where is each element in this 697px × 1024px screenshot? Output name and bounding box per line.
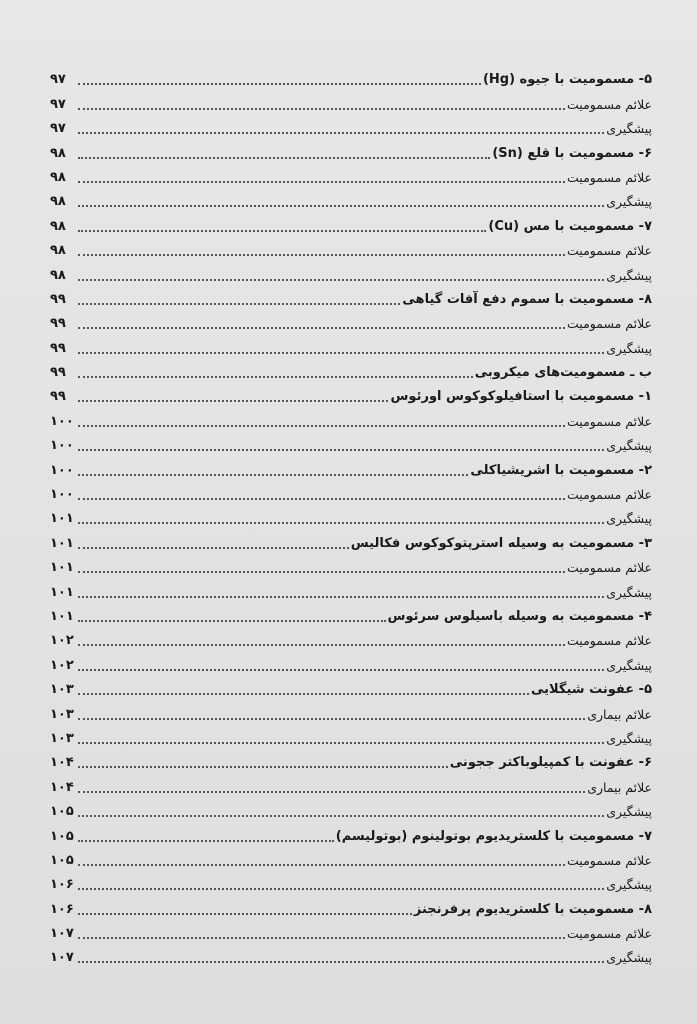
dot-leader	[78, 644, 565, 646]
toc-entry-page-number: ۹۸	[50, 169, 66, 185]
toc-entry-page-number: ۱۰۴	[50, 755, 74, 771]
toc-entry-page-number: ۹۷	[50, 72, 66, 88]
toc-entry	[50, 579, 652, 603]
toc-entry	[50, 945, 652, 969]
toc-entry-page-number: ۱۰۳	[50, 706, 74, 722]
dot-leader	[78, 840, 334, 842]
toc-entry-title: علائم مسمومیت	[567, 96, 652, 112]
dot-leader	[78, 693, 529, 695]
toc-entry-title: پیشگیری	[606, 804, 652, 820]
toc-entry	[50, 482, 652, 506]
toc-entry-title: ۸- مسمومیت با کلستریدیوم پرفرنجنز	[413, 901, 652, 917]
toc-entry-title: ۳- مسمومیت به وسیله استرپتوکوکوس فکالیس	[350, 535, 652, 551]
toc-entry-page-number: ۱۰۵	[50, 852, 74, 868]
toc-entry-title: علائم بیماری	[587, 706, 652, 722]
toc-entry-page-number: ۱۰۵	[50, 828, 74, 844]
toc-entry-page-number: ۹۷	[50, 121, 66, 137]
toc-entry	[50, 433, 652, 457]
toc-entry	[50, 408, 652, 432]
toc-entry	[50, 677, 652, 701]
toc-entry	[50, 287, 652, 311]
toc-entry-title: پیشگیری	[606, 267, 652, 283]
toc-entry-title: علائم مسمومیت	[567, 926, 652, 942]
toc-entry	[50, 91, 652, 115]
toc-entry-page-number: ۱۰۰	[50, 462, 74, 478]
dot-leader	[78, 230, 486, 232]
toc-entry-page-number: ۱۰۶	[50, 877, 74, 893]
toc-entry-title: ۲- مسمومیت با اشریشیاکلی	[470, 462, 652, 478]
toc-entry-title: علائم بیماری	[587, 779, 652, 795]
toc-entry	[50, 335, 652, 359]
dot-leader	[78, 157, 490, 159]
toc-entry-page-number: ۱۰۳	[50, 682, 74, 698]
dot-leader	[78, 474, 468, 476]
toc-entry	[50, 238, 652, 262]
toc-entry	[50, 384, 652, 408]
dot-leader	[78, 718, 585, 720]
toc-entry-title: علائم مسمومیت	[567, 316, 652, 332]
toc-entry	[50, 506, 652, 530]
dot-leader	[78, 303, 400, 305]
toc-entry	[50, 140, 652, 164]
toc-entry-title: ۴- مسمومیت به وسیله باسیلوس سرئوس	[387, 608, 652, 624]
toc-entry-title: پیشگیری	[606, 584, 652, 600]
dot-leader	[78, 547, 349, 549]
toc-entry-title: ب ـ مسمومیت‌های میکروبی	[474, 365, 652, 381]
toc-entry-title: علائم مسمومیت	[567, 413, 652, 429]
toc-entry-title: ۸- مسمومیت با سموم دفع آفات گیاهی	[402, 291, 652, 307]
toc-entry-title: علائم مسمومیت	[567, 852, 652, 868]
toc-entry-page-number: ۱۰۲	[50, 633, 74, 649]
toc-entry	[50, 530, 652, 554]
dot-leader	[78, 913, 412, 915]
dot-leader	[78, 620, 386, 622]
toc-entry-title: پیشگیری	[606, 340, 652, 356]
toc-entry	[50, 262, 652, 286]
dot-leader	[78, 766, 448, 768]
toc-entry-page-number: ۱۰۷	[50, 926, 74, 942]
dot-leader	[78, 205, 604, 207]
toc-entry	[50, 311, 652, 335]
toc-entry	[50, 360, 652, 384]
toc-entry-title: ۶- مسمومیت با قلع (Sn)	[492, 145, 652, 161]
toc-entry	[50, 628, 652, 652]
toc-entry-page-number: ۹۷	[50, 96, 66, 112]
dot-leader	[78, 864, 565, 866]
toc-entry	[50, 750, 652, 774]
toc-entry	[50, 823, 652, 847]
toc-entry-title: پیشگیری	[606, 438, 652, 454]
dot-leader	[78, 327, 565, 329]
toc-entry-page-number: ۱۰۷	[50, 950, 74, 966]
toc-entry-page-number: ۱۰۱	[50, 584, 74, 600]
dot-leader	[78, 279, 604, 281]
table-of-contents	[50, 67, 652, 969]
toc-entry-page-number: ۹۹	[50, 316, 66, 332]
toc-entry-page-number: ۱۰۵	[50, 804, 74, 820]
toc-entry-page-number: ۱۰۳	[50, 730, 74, 746]
toc-entry-title: ۷- مسمومیت با مس (Cu)	[488, 218, 652, 234]
dot-leader	[78, 449, 604, 451]
toc-entry-title: علائم مسمومیت	[567, 487, 652, 503]
dot-leader	[78, 742, 604, 744]
toc-entry	[50, 921, 652, 945]
dot-leader	[78, 376, 473, 378]
toc-entry	[50, 116, 652, 140]
toc-entry-page-number: ۱۰۱	[50, 511, 74, 527]
toc-entry	[50, 604, 652, 628]
dot-leader	[78, 596, 604, 598]
dot-leader	[78, 888, 604, 890]
toc-entry	[50, 799, 652, 823]
toc-entry	[50, 896, 652, 920]
toc-entry	[50, 555, 652, 579]
dot-leader	[78, 181, 565, 183]
toc-entry-page-number: ۹۸	[50, 145, 66, 161]
toc-entry	[50, 848, 652, 872]
toc-entry-title: علائم مسمومیت	[567, 560, 652, 576]
toc-entry-title: علائم مسمومیت	[567, 243, 652, 259]
dot-leader	[78, 83, 481, 85]
dot-leader	[78, 498, 565, 500]
dot-leader	[78, 937, 565, 939]
toc-entry-page-number: ۹۸	[50, 243, 66, 259]
toc-entry-page-number: ۱۰۰	[50, 487, 74, 503]
dot-leader	[78, 425, 565, 427]
toc-entry	[50, 726, 652, 750]
toc-entry-page-number: ۹۹	[50, 365, 66, 381]
toc-entry-title: پیشگیری	[606, 194, 652, 210]
toc-entry-page-number: ۱۰۱	[50, 535, 74, 551]
toc-entry-title: پیشگیری	[606, 511, 652, 527]
toc-entry-page-number: ۱۰۶	[50, 901, 74, 917]
dot-leader	[78, 791, 585, 793]
dot-leader	[78, 352, 604, 354]
dot-leader	[78, 400, 388, 402]
toc-entry-page-number: ۹۹	[50, 291, 66, 307]
toc-entry-title: پیشگیری	[606, 121, 652, 137]
toc-entry-page-number: ۹۹	[50, 340, 66, 356]
dot-leader	[78, 254, 565, 256]
toc-entry-title: پیشگیری	[606, 730, 652, 746]
toc-entry-title: ۱- مسمومیت با استافیلوکوکوس اورئوس	[390, 389, 652, 405]
toc-entry	[50, 774, 652, 798]
toc-entry	[50, 872, 652, 896]
toc-entry-title: ۵- عفونت شیگلایی	[531, 682, 652, 698]
toc-entry	[50, 67, 652, 91]
toc-entry-title: ۶- عفونت با کمپیلوباکتر ججونی	[449, 755, 652, 771]
toc-entry	[50, 652, 652, 676]
toc-entry-page-number: ۱۰۴	[50, 779, 74, 795]
toc-entry-title: پیشگیری	[606, 877, 652, 893]
toc-entry-title: علائم مسمومیت	[567, 169, 652, 185]
dot-leader	[78, 132, 604, 134]
toc-entry	[50, 165, 652, 189]
toc-entry-page-number: ۱۰۱	[50, 608, 74, 624]
toc-entry	[50, 701, 652, 725]
toc-entry-title: پیشگیری	[606, 950, 652, 966]
dot-leader	[78, 108, 565, 110]
toc-entry-page-number: ۹۸	[50, 194, 66, 210]
toc-entry	[50, 189, 652, 213]
toc-entry-page-number: ۹۸	[50, 218, 66, 234]
toc-entry-page-number: ۹۹	[50, 389, 66, 405]
toc-entry-page-number: ۱۰۱	[50, 560, 74, 576]
dot-leader	[78, 571, 565, 573]
toc-entry	[50, 457, 652, 481]
dot-leader	[78, 815, 604, 817]
toc-entry-page-number: ۱۰۰	[50, 438, 74, 454]
toc-entry-page-number: ۹۸	[50, 267, 66, 283]
toc-entry-page-number: ۱۰۰	[50, 413, 74, 429]
toc-entry-title: علائم مسمومیت	[567, 633, 652, 649]
toc-entry-title: ۵- مسمومیت با جیوه (Hg)	[482, 72, 652, 88]
toc-entry-title: ۷- مسمومیت با کلستریدیوم بوتولینوم (بوتولیسم)	[335, 828, 652, 844]
toc-entry	[50, 213, 652, 237]
toc-entry-title: پیشگیری	[606, 657, 652, 673]
toc-entry-page-number: ۱۰۲	[50, 657, 74, 673]
dot-leader	[78, 669, 604, 671]
dot-leader	[78, 961, 604, 963]
dot-leader	[78, 522, 604, 524]
